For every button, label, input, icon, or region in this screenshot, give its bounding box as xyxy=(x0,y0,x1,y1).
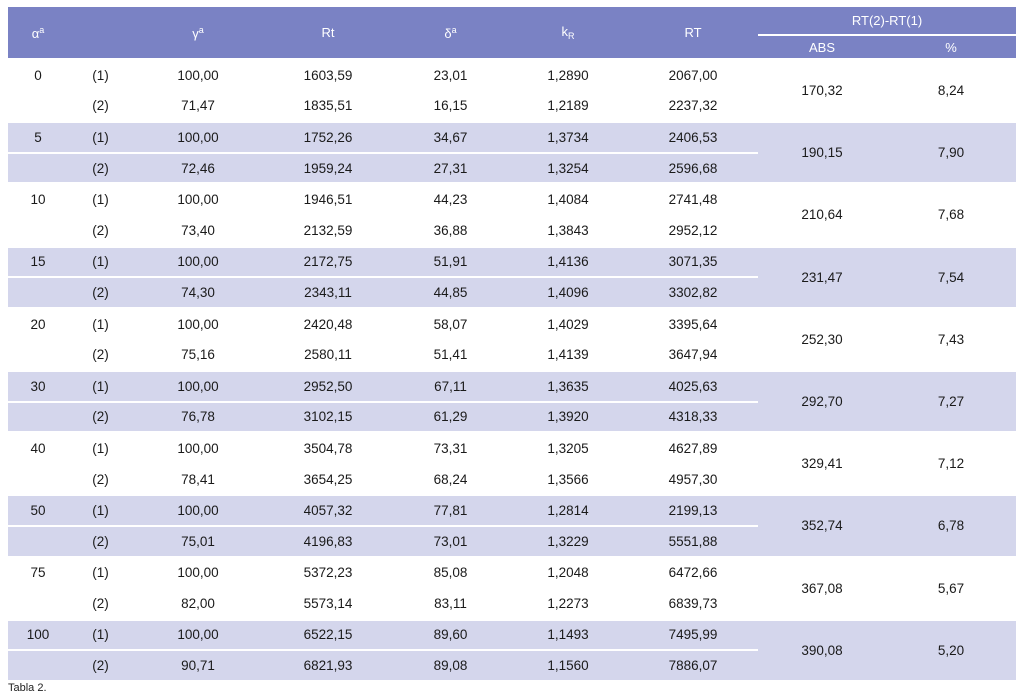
cell-gamma: 100,00 xyxy=(133,122,263,153)
cell-abs: 292,70 xyxy=(758,370,886,432)
cell-alpha: 0 xyxy=(8,60,68,91)
cell-rt: 5573,14 xyxy=(263,588,393,619)
cell-index: (1) xyxy=(68,557,133,588)
cell-alpha: 50 xyxy=(8,495,68,526)
cell-k: 1,2048 xyxy=(508,557,628,588)
cell-k: 1,4084 xyxy=(508,184,628,215)
cell-k: 1,2189 xyxy=(508,91,628,122)
cell-delta: 67,11 xyxy=(393,370,508,401)
cell-k: 1,2814 xyxy=(508,495,628,526)
cell-k: 1,4136 xyxy=(508,246,628,277)
cell-rt-big: 2406,53 xyxy=(628,122,758,153)
cell-rt-big: 7495,99 xyxy=(628,619,758,650)
cell-pct: 7,27 xyxy=(886,370,1016,432)
cell-gamma: 100,00 xyxy=(133,495,263,526)
cell-k: 1,3229 xyxy=(508,526,628,557)
cell-k: 1,3734 xyxy=(508,122,628,153)
cell-rt: 6522,15 xyxy=(263,619,393,650)
table-caption: Tabla 2. xyxy=(8,682,47,694)
header-delta: $\delta^a$ xyxy=(393,7,508,60)
cell-rt-big: 2596,68 xyxy=(628,153,758,184)
cell-rt-big: 3395,64 xyxy=(628,308,758,339)
table-row xyxy=(8,184,1016,215)
cell-index: (1) xyxy=(68,122,133,153)
cell-alpha-empty xyxy=(8,339,68,370)
cell-gamma: 78,41 xyxy=(133,464,263,495)
cell-index: (2) xyxy=(68,153,133,184)
cell-rt-big: 5551,88 xyxy=(628,526,758,557)
cell-rt: 1959,24 xyxy=(263,153,393,184)
cell-delta: 16,15 xyxy=(393,91,508,122)
cell-delta: 83,11 xyxy=(393,588,508,619)
cell-delta: 73,31 xyxy=(393,433,508,464)
cell-delta: 61,29 xyxy=(393,402,508,433)
cell-alpha-empty xyxy=(8,91,68,122)
cell-delta: 68,24 xyxy=(393,464,508,495)
cell-rt-big: 3647,94 xyxy=(628,339,758,370)
cell-abs: 170,32 xyxy=(758,60,886,122)
cell-rt: 3654,25 xyxy=(263,464,393,495)
cell-rt: 1835,51 xyxy=(263,91,393,122)
cell-pct: 7,68 xyxy=(886,184,1016,246)
cell-rt: 1946,51 xyxy=(263,184,393,215)
table-row xyxy=(8,60,1016,91)
cell-rt: 5372,23 xyxy=(263,557,393,588)
table-row xyxy=(8,619,1016,650)
cell-rt: 4057,32 xyxy=(263,495,393,526)
cell-rt: 2580,11 xyxy=(263,339,393,370)
cell-index: (1) xyxy=(68,184,133,215)
cell-alpha-empty xyxy=(8,588,68,619)
cell-gamma: 75,16 xyxy=(133,339,263,370)
cell-index: (2) xyxy=(68,91,133,122)
cell-index: (2) xyxy=(68,526,133,557)
cell-rt: 6821,93 xyxy=(263,650,393,680)
cell-alpha-empty xyxy=(8,526,68,557)
header-alpha: $\alpha^a$ xyxy=(8,7,68,60)
cell-alpha-empty xyxy=(8,153,68,184)
cell-abs: 190,15 xyxy=(758,122,886,184)
cell-gamma: 100,00 xyxy=(133,557,263,588)
cell-rt-big: 3071,35 xyxy=(628,246,758,277)
cell-rt: 3102,15 xyxy=(263,402,393,433)
cell-rt-big: 3302,82 xyxy=(628,277,758,308)
cell-abs: 231,47 xyxy=(758,246,886,308)
cell-rt: 2343,11 xyxy=(263,277,393,308)
cell-alpha: 20 xyxy=(8,308,68,339)
cell-k: 1,1493 xyxy=(508,619,628,650)
data-table xyxy=(8,7,1016,680)
cell-gamma: 100,00 xyxy=(133,184,263,215)
cell-alpha-empty xyxy=(8,464,68,495)
cell-delta: 73,01 xyxy=(393,526,508,557)
cell-pct: 7,12 xyxy=(886,433,1016,495)
cell-rt: 2420,48 xyxy=(263,308,393,339)
cell-rt-big: 2741,48 xyxy=(628,184,758,215)
cell-index: (2) xyxy=(68,215,133,246)
cell-delta: 36,88 xyxy=(393,215,508,246)
cell-rt-big: 4318,33 xyxy=(628,402,758,433)
header-gamma: $\gamma^a$ xyxy=(133,7,263,60)
cell-rt: 2172,75 xyxy=(263,246,393,277)
cell-rt-big: 2199,13 xyxy=(628,495,758,526)
cell-index: (1) xyxy=(68,246,133,277)
cell-alpha-empty xyxy=(8,650,68,680)
cell-alpha: 100 xyxy=(8,619,68,650)
table-row xyxy=(8,495,1016,526)
cell-rt-big: 4627,89 xyxy=(628,433,758,464)
cell-k: 1,3566 xyxy=(508,464,628,495)
cell-abs: 367,08 xyxy=(758,557,886,619)
cell-gamma: 75,01 xyxy=(133,526,263,557)
cell-delta: 89,08 xyxy=(393,650,508,680)
cell-gamma: 90,71 xyxy=(133,650,263,680)
header-rt-big: RT xyxy=(628,7,758,60)
cell-rt: 1603,59 xyxy=(263,60,393,91)
header-pct: % xyxy=(886,35,1016,60)
cell-rt-big: 2237,32 xyxy=(628,91,758,122)
cell-rt-big: 7886,07 xyxy=(628,650,758,680)
header-rt-small: Rt xyxy=(263,7,393,60)
cell-delta: 23,01 xyxy=(393,60,508,91)
cell-alpha: 10 xyxy=(8,184,68,215)
cell-rt: 1752,26 xyxy=(263,122,393,153)
header-k: $k_R$ xyxy=(508,7,628,60)
cell-index: (2) xyxy=(68,588,133,619)
cell-k: 1,3843 xyxy=(508,215,628,246)
cell-gamma: 100,00 xyxy=(133,370,263,401)
cell-pct: 7,43 xyxy=(886,308,1016,370)
cell-index: (2) xyxy=(68,277,133,308)
cell-index: (2) xyxy=(68,464,133,495)
cell-index: (1) xyxy=(68,308,133,339)
table-row xyxy=(8,122,1016,153)
cell-delta: 51,91 xyxy=(393,246,508,277)
cell-gamma: 100,00 xyxy=(133,433,263,464)
cell-rt-big: 2067,00 xyxy=(628,60,758,91)
cell-abs: 252,30 xyxy=(758,308,886,370)
cell-gamma: 100,00 xyxy=(133,619,263,650)
table-row xyxy=(8,246,1016,277)
cell-delta: 44,85 xyxy=(393,277,508,308)
cell-alpha: 75 xyxy=(8,557,68,588)
cell-gamma: 82,00 xyxy=(133,588,263,619)
cell-rt-big: 4957,30 xyxy=(628,464,758,495)
cell-rt: 2952,50 xyxy=(263,370,393,401)
cell-index: (1) xyxy=(68,495,133,526)
cell-gamma: 72,46 xyxy=(133,153,263,184)
cell-alpha: 5 xyxy=(8,122,68,153)
cell-rt-big: 6472,66 xyxy=(628,557,758,588)
cell-index: (2) xyxy=(68,650,133,680)
table-row xyxy=(8,433,1016,464)
cell-rt-big: 4025,63 xyxy=(628,370,758,401)
cell-alpha: 30 xyxy=(8,370,68,401)
cell-rt: 4196,83 xyxy=(263,526,393,557)
cell-k: 1,3920 xyxy=(508,402,628,433)
cell-k: 1,4029 xyxy=(508,308,628,339)
cell-k: 1,3205 xyxy=(508,433,628,464)
cell-abs: 390,08 xyxy=(758,619,886,680)
cell-abs: 329,41 xyxy=(758,433,886,495)
cell-abs: 210,64 xyxy=(758,184,886,246)
cell-pct: 8,24 xyxy=(886,60,1016,122)
cell-delta: 27,31 xyxy=(393,153,508,184)
cell-index: (1) xyxy=(68,619,133,650)
cell-delta: 51,41 xyxy=(393,339,508,370)
cell-rt-big: 6839,73 xyxy=(628,588,758,619)
cell-abs: 352,74 xyxy=(758,495,886,557)
cell-index: (1) xyxy=(68,370,133,401)
cell-k: 1,1560 xyxy=(508,650,628,680)
data-table-container xyxy=(8,7,1016,680)
table-body xyxy=(8,60,1016,680)
cell-k: 1,2273 xyxy=(508,588,628,619)
cell-gamma: 76,78 xyxy=(133,402,263,433)
cell-index: (1) xyxy=(68,433,133,464)
cell-delta: 77,81 xyxy=(393,495,508,526)
cell-k: 1,3635 xyxy=(508,370,628,401)
cell-pct: 6,78 xyxy=(886,495,1016,557)
cell-delta: 44,23 xyxy=(393,184,508,215)
cell-gamma: 74,30 xyxy=(133,277,263,308)
table-row xyxy=(8,557,1016,588)
cell-alpha: 40 xyxy=(8,433,68,464)
cell-index: (2) xyxy=(68,339,133,370)
cell-rt-big: 2952,12 xyxy=(628,215,758,246)
cell-index: (2) xyxy=(68,402,133,433)
header-diff: RT(2)-RT(1) xyxy=(758,7,1016,35)
cell-k: 1,3254 xyxy=(508,153,628,184)
cell-pct: 5,20 xyxy=(886,619,1016,680)
cell-delta: 85,08 xyxy=(393,557,508,588)
cell-rt: 2132,59 xyxy=(263,215,393,246)
cell-alpha-empty xyxy=(8,402,68,433)
cell-alpha: 15 xyxy=(8,246,68,277)
cell-gamma: 71,47 xyxy=(133,91,263,122)
cell-delta: 58,07 xyxy=(393,308,508,339)
cell-k: 1,4096 xyxy=(508,277,628,308)
cell-gamma: 100,00 xyxy=(133,246,263,277)
cell-gamma: 100,00 xyxy=(133,308,263,339)
cell-index: (1) xyxy=(68,60,133,91)
cell-k: 1,2890 xyxy=(508,60,628,91)
cell-pct: 5,67 xyxy=(886,557,1016,619)
cell-alpha-empty xyxy=(8,215,68,246)
cell-delta: 89,60 xyxy=(393,619,508,650)
cell-pct: 7,54 xyxy=(886,246,1016,308)
cell-k: 1,4139 xyxy=(508,339,628,370)
cell-alpha-empty xyxy=(8,277,68,308)
cell-gamma: 100,00 xyxy=(133,60,263,91)
table-row xyxy=(8,308,1016,339)
header-abs: ABS xyxy=(758,35,886,60)
cell-rt: 3504,78 xyxy=(263,433,393,464)
header-index xyxy=(68,7,133,60)
cell-pct: 7,90 xyxy=(886,122,1016,184)
cell-gamma: 73,40 xyxy=(133,215,263,246)
table-row xyxy=(8,370,1016,401)
cell-delta: 34,67 xyxy=(393,122,508,153)
